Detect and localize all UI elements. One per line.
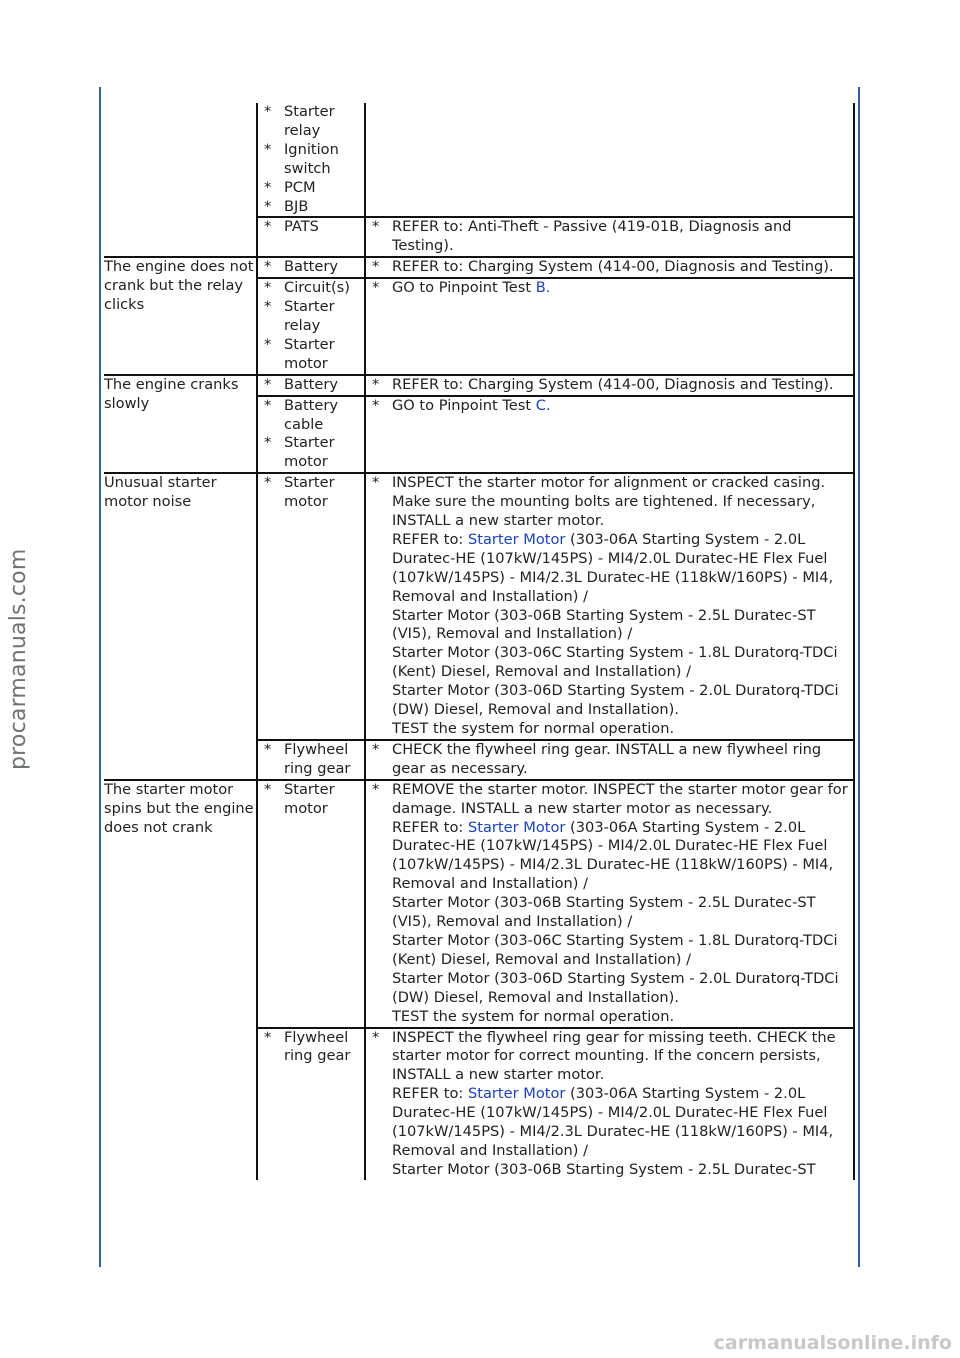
action-cell (365, 396, 854, 474)
footer-watermark: carmanualsonline.info (713, 1332, 952, 1354)
starter-motor-link[interactable]: Starter Motor (467, 530, 566, 548)
action-lead (392, 474, 853, 531)
condition-cell (104, 103, 257, 257)
refer-prefix: REFER to: (392, 530, 468, 548)
side-watermark: procarmanuals.com (6, 548, 31, 770)
source-item (264, 741, 364, 779)
source-item-label: Starter motor (284, 474, 335, 511)
source-item-label: Starter motor (284, 780, 335, 817)
action-line (392, 644, 853, 682)
condition-text: The engine cranks slowly (104, 375, 239, 412)
condition-cell (104, 257, 257, 374)
table-row (104, 257, 854, 278)
action-item (372, 218, 853, 256)
refer-line (392, 819, 853, 895)
source-item (264, 218, 364, 237)
source-item (264, 141, 364, 179)
diagnosis-table (104, 103, 855, 1180)
source-cell (257, 375, 365, 396)
action-cell (365, 780, 854, 1028)
source-item (264, 376, 364, 395)
source-item-label: Flywheel ring gear (284, 740, 351, 777)
source-item (264, 1029, 364, 1067)
table-row (104, 780, 854, 1028)
source-item (264, 258, 364, 277)
page-margin-line-left (99, 87, 101, 1267)
action-cell (365, 278, 854, 375)
action-line (392, 607, 853, 645)
source-item (264, 198, 364, 217)
source-item (264, 434, 364, 472)
action-line (392, 682, 853, 720)
source-item-label: PATS (284, 218, 319, 236)
source-item-label: Circuit(s) (284, 279, 350, 297)
action-cell (365, 375, 854, 396)
refer-prefix: REFER to: (392, 818, 468, 836)
action-text: REFER to: Anti-Theft - Passive (419-01B, Diagnosis and Testing). (392, 218, 792, 255)
source-cell (257, 1028, 365, 1180)
action-text: REFER to: Charging System (414-00, Diagnosis and Testing). (392, 375, 834, 393)
pinpoint-test-link[interactable]: C. (535, 396, 551, 414)
action-lead (392, 1029, 853, 1086)
action-cell (365, 473, 854, 740)
action-text: GO to Pinpoint Test (392, 279, 536, 297)
action-item (372, 781, 853, 1027)
action-item (372, 397, 853, 416)
source-cell (257, 396, 365, 474)
pinpoint-test-link[interactable]: B. (535, 279, 551, 297)
source-item-label: PCM (284, 178, 316, 196)
action-cell (365, 1028, 854, 1180)
source-item-label: Starter relay (284, 298, 335, 334)
source-cell (257, 780, 365, 1028)
condition-text: The starter motor spins but the engine does not crank (104, 780, 254, 836)
source-item-label: Battery cable (284, 396, 339, 433)
action-line-text: Starter Motor (303-06B Starting System - 2.5L Duratec-ST (VI5), Removal and Installation) / (392, 606, 816, 643)
table-row (104, 473, 854, 740)
source-item (264, 781, 364, 819)
source-item-label: Starter motor (284, 434, 335, 471)
action-line (392, 1008, 853, 1027)
action-line (392, 894, 853, 932)
action-line (392, 970, 853, 1008)
action-item (372, 376, 853, 395)
refer-rest: (303-06A Starting System - 2.0L Duratec-HE (107kW/145PS) - MI4/2.0L Duratec-HE Flex Fuel (107kW/145PS) - MI4/2.3L Duratec-HE (118kW/160PS) - MI4, Removal and Installation) / (392, 818, 834, 893)
action-line-text: Starter Motor (303-06C Starting System - 1.8L Duratorq-TDCi (Kent) Diesel, Removal and Installation) / (392, 644, 838, 681)
action-cell (365, 740, 854, 780)
source-item-label: Battery (284, 258, 339, 276)
source-item (264, 179, 364, 198)
condition-cell (104, 780, 257, 1180)
source-item-label: BJB (284, 197, 309, 215)
action-item (372, 474, 853, 739)
source-cell (257, 217, 365, 257)
action-line (392, 720, 853, 739)
source-item-label: Ignition switch (284, 140, 339, 177)
action-text: REFER to: Charging System (414-00, Diagnosis and Testing). (392, 258, 834, 276)
action-line-text: Starter Motor (303-06B Starting System - 2.5L Duratec-ST (VI5), Removal and Installation) / (392, 894, 816, 931)
action-item (372, 258, 853, 277)
action-line-text: Starter Motor (303-06D Starting System - 2.0L Duratorq-TDCi (DW) Diesel, Removal and Installation). (392, 969, 839, 1006)
refer-prefix: REFER to: (392, 1085, 468, 1103)
source-cell (257, 103, 365, 217)
action-line-text: TEST the system for normal operation. (392, 1007, 675, 1025)
source-item-label: Flywheel ring gear (284, 1028, 351, 1065)
source-item (264, 298, 364, 336)
source-item (264, 336, 364, 374)
action-line-text: Starter Motor (303-06D Starting System - 2.0L Duratorq-TDCi (DW) Diesel, Removal and Installation). (392, 682, 839, 719)
source-item (264, 474, 364, 512)
table-row (104, 103, 854, 217)
action-cell (365, 257, 854, 278)
condition-text: The engine does not crank but the relay clicks (104, 258, 254, 314)
action-cell (365, 217, 854, 257)
action-item (372, 279, 853, 298)
page-margin-line-right (858, 87, 860, 1267)
action-item (372, 1029, 853, 1180)
source-item (264, 397, 364, 435)
action-text: GO to Pinpoint Test (392, 396, 536, 414)
action-lead-text: REMOVE the starter motor. INSPECT the starter motor gear for damage. INSTALL a new starter motor as necessary. (392, 780, 848, 817)
action-text: CHECK the flywheel ring gear. INSTALL a new flywheel ring gear as necessary. (392, 740, 822, 777)
source-cell (257, 278, 365, 375)
refer-line (392, 531, 853, 607)
source-cell (257, 740, 365, 780)
source-item-label: Battery (284, 375, 339, 393)
source-cell (257, 257, 365, 278)
source-item (264, 103, 364, 141)
action-line-text: Starter Motor (303-06C Starting System - 1.8L Duratorq-TDCi (Kent) Diesel, Removal and Installation) / (392, 931, 838, 968)
action-cell (365, 103, 854, 217)
refer-rest: (303-06A Starting System - 2.0L Duratec-HE (107kW/145PS) - MI4/2.0L Duratec-HE Flex Fuel (107kW/145PS) - MI4/2.3L Duratec-HE (118kW/160PS) - MI4, Removal and Installation) / (392, 530, 834, 605)
action-lead-text: INSPECT the starter motor for alignment or cracked casing. Make sure the mounting bolts are tightened. If necessary, INSTALL a new starter motor. (392, 474, 826, 530)
source-item (264, 279, 364, 298)
condition-text: Unusual starter motor noise (104, 474, 217, 511)
starter-motor-link[interactable]: Starter Motor (467, 818, 566, 836)
diagnosis-table-body (104, 103, 854, 1180)
starter-motor-link[interactable]: Starter Motor (467, 1085, 566, 1103)
action-line-text: Starter Motor (303-06B Starting System - 2.5L Duratec-ST (392, 1160, 816, 1178)
source-item-label: Starter motor (284, 335, 335, 372)
source-item-label: Starter relay (284, 103, 335, 139)
action-lead (392, 781, 853, 819)
action-line (392, 1161, 853, 1180)
condition-cell (104, 473, 257, 780)
action-lead-text: INSPECT the flywheel ring gear for missing teeth. CHECK the starter motor for correct mounting. If the concern persists, INSTALL a new starter motor. (392, 1028, 836, 1084)
refer-line (392, 1085, 853, 1161)
action-line-text: TEST the system for normal operation. (392, 720, 675, 737)
refer-rest: (303-06A Starting System - 2.0L Duratec-HE (107kW/145PS) - MI4/2.0L Duratec-HE Flex Fuel (107kW/145PS) - MI4/2.3L Duratec-HE (118kW/160PS) - MI4, Removal and Installation) / (392, 1085, 834, 1159)
condition-cell (104, 375, 257, 474)
action-item (372, 741, 853, 779)
source-cell (257, 473, 365, 740)
action-line (392, 932, 853, 970)
table-row (104, 375, 854, 396)
